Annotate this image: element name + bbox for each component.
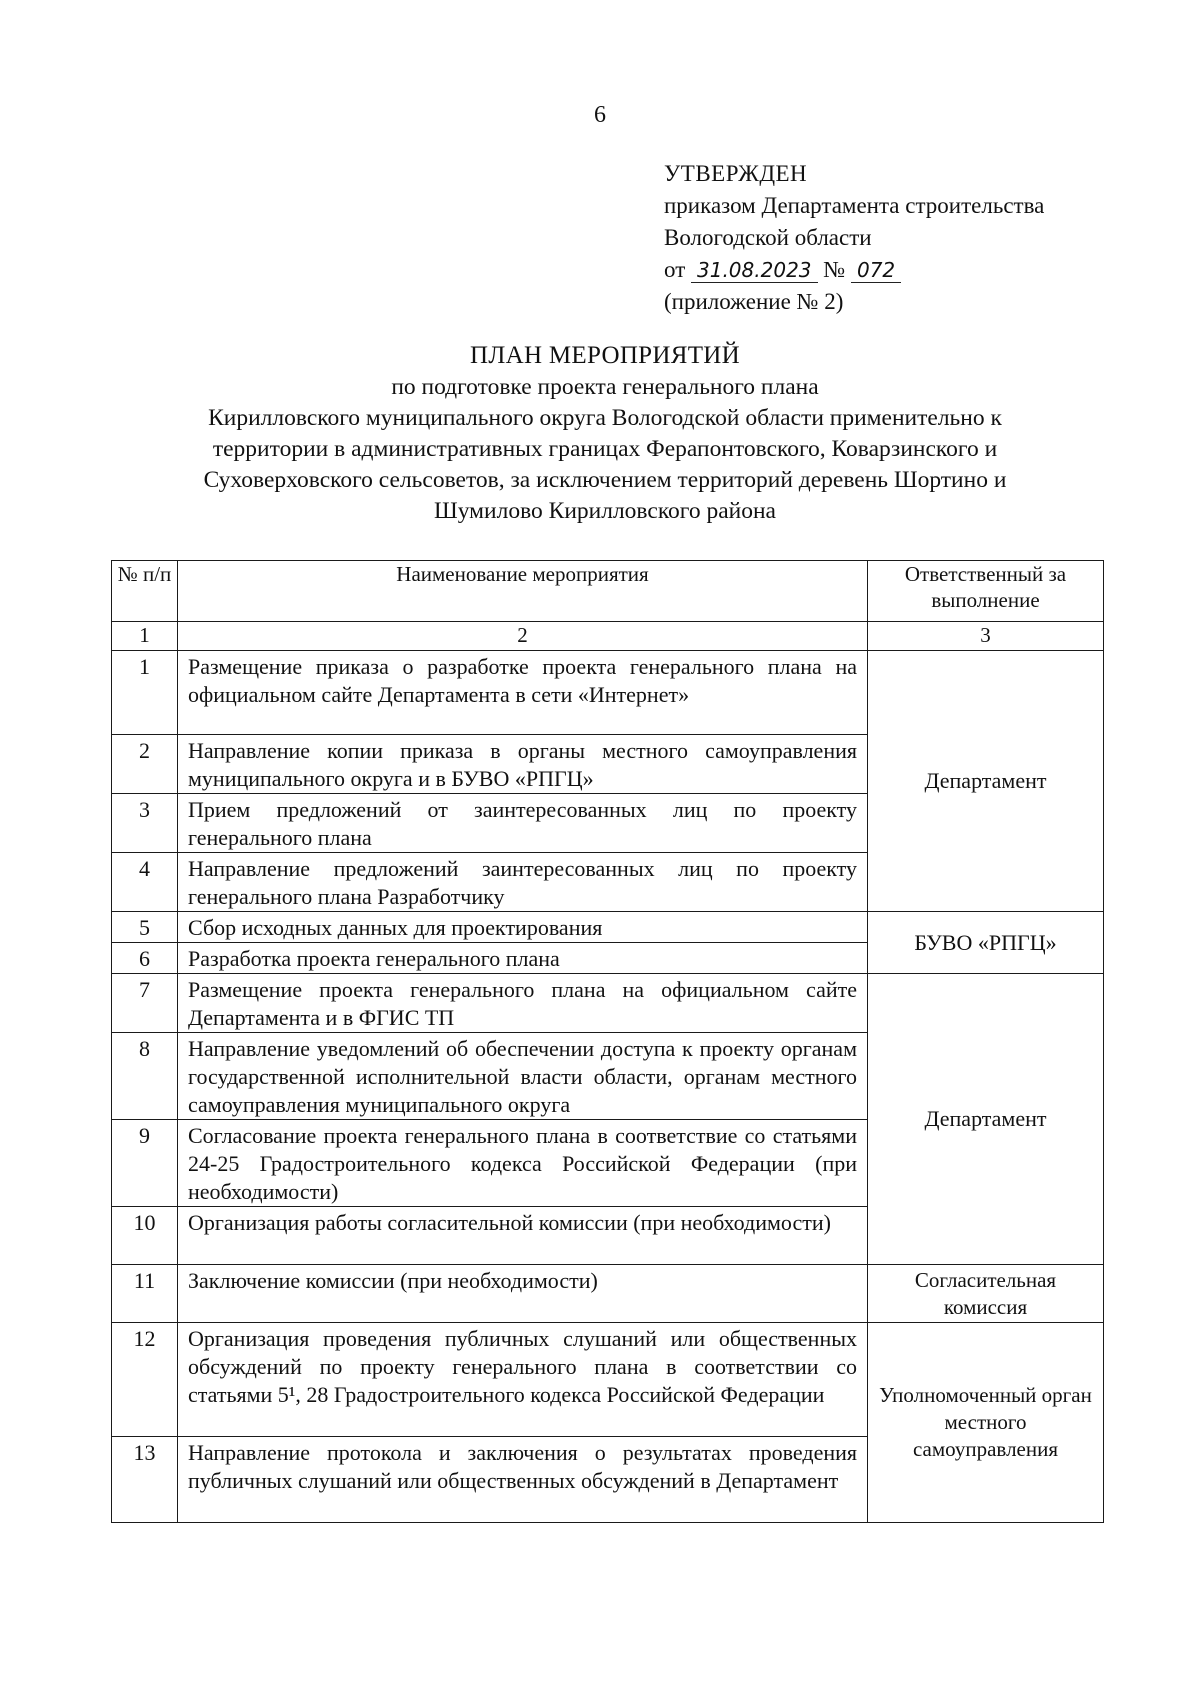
page-number: 6 — [594, 102, 606, 128]
row-number: 9 — [112, 1120, 178, 1207]
approval-date-line — [664, 254, 1164, 286]
row-number: 1 — [112, 651, 178, 735]
table-row — [112, 974, 1104, 1033]
responsible-cell: Согласительная комиссия — [868, 1265, 1104, 1323]
row-activity: Разработка проекта генерального плана — [178, 943, 868, 974]
header-num: № п/п — [112, 561, 178, 622]
number-prefix: № — [823, 257, 846, 282]
plan-table — [111, 560, 1104, 1523]
table-header-row — [112, 561, 1104, 622]
row-number: 5 — [112, 912, 178, 943]
row-number: 3 — [112, 794, 178, 853]
handwritten-date: 31.08.2023 — [691, 258, 818, 283]
row-activity: Направление уведомлений об обеспечении доступа к проекту органам государственной исполнительной власти области, органам местного самоуправления муниципального округа — [178, 1033, 868, 1120]
approval-line-1: приказом Департамента строительства — [664, 193, 1045, 218]
table-row — [112, 1323, 1104, 1437]
row-number: 4 — [112, 853, 178, 912]
approval-stamp-block — [664, 158, 1164, 318]
column-index-3: 3 — [868, 622, 1104, 651]
responsible-cell: БУВО «РПГЦ» — [868, 912, 1104, 974]
row-activity: Прием предложений от заинтересованных лиц по проекту генерального плана — [178, 794, 868, 853]
row-number: 13 — [112, 1437, 178, 1523]
header-responsible: Ответственный за выполнение — [868, 561, 1104, 622]
table-row — [112, 912, 1104, 943]
row-number: 7 — [112, 974, 178, 1033]
title-line-3: территории в административных границах Ферапонтовского, Коварзинского и — [212, 436, 998, 462]
row-activity: Размещение приказа о разработке проекта генерального плана на официальном сайте Департамента в сети «Интернет» — [178, 651, 868, 735]
title-line-2: Кирилловского муниципального округа Вологодской области применительно к — [208, 405, 1002, 431]
document-title: ПЛАН МЕРОПРИЯТИЙ — [470, 342, 740, 369]
column-index-2: 2 — [178, 622, 868, 651]
row-activity: Организация работы согласительной комиссии (при необходимости) — [178, 1207, 868, 1265]
responsible-cell: Департамент — [868, 974, 1104, 1265]
responsible-cell: Департамент — [868, 651, 1104, 912]
responsible-cell: Уполномоченный орган местного самоуправления — [868, 1323, 1104, 1523]
title-line-1: по подготовке проекта генерального плана — [391, 374, 819, 400]
handwritten-number: 072 — [851, 258, 901, 283]
row-number: 10 — [112, 1207, 178, 1265]
row-activity: Размещение проекта генерального плана на официальном сайте Департамента и в ФГИС ТП — [178, 974, 868, 1033]
row-number: 8 — [112, 1033, 178, 1120]
table-row — [112, 651, 1104, 735]
row-activity: Организация проведения публичных слушаний или общественных обсуждений по проекту генерального плана в соответствии со статьями 5¹, 28 Градостроительного кодекса Российской Федерации — [178, 1323, 868, 1437]
approval-heading: УТВЕРЖДЕН — [664, 161, 808, 186]
title-line-4: Суховерховского сельсоветов, за исключением территорий деревень Шортино и — [203, 467, 1007, 493]
title-line-5: Шумилово Кирилловского района — [434, 498, 776, 524]
approval-line-2: Вологодской области — [664, 225, 872, 250]
row-activity: Направление протокола и заключения о результатах проведения публичных слушаний или общественных обсуждений в Департамент — [178, 1437, 868, 1523]
date-prefix: от — [664, 257, 686, 282]
row-activity: Сбор исходных данных для проектирования — [178, 912, 868, 943]
row-number: 2 — [112, 735, 178, 794]
document-title-block — [120, 340, 1090, 527]
table-row — [112, 1265, 1104, 1323]
column-index-1: 1 — [112, 622, 178, 651]
row-number: 11 — [112, 1265, 178, 1323]
row-activity: Согласование проекта генерального плана в соответствие со статьями 24-25 Градостроительного кодекса Российской Федерации (при необходимости) — [178, 1120, 868, 1207]
row-activity: Заключение комиссии (при необходимости) — [178, 1265, 868, 1323]
header-name: Наименование мероприятия — [178, 561, 868, 622]
row-number: 6 — [112, 943, 178, 974]
approval-appendix: (приложение № 2) — [664, 289, 844, 314]
column-index-row — [112, 622, 1104, 651]
row-activity: Направление предложений заинтересованных лиц по проекту генерального плана Разработчику — [178, 853, 868, 912]
row-activity: Направление копии приказа в органы местного самоуправления муниципального округа и в БУВО «РПГЦ» — [178, 735, 868, 794]
row-number: 12 — [112, 1323, 178, 1437]
